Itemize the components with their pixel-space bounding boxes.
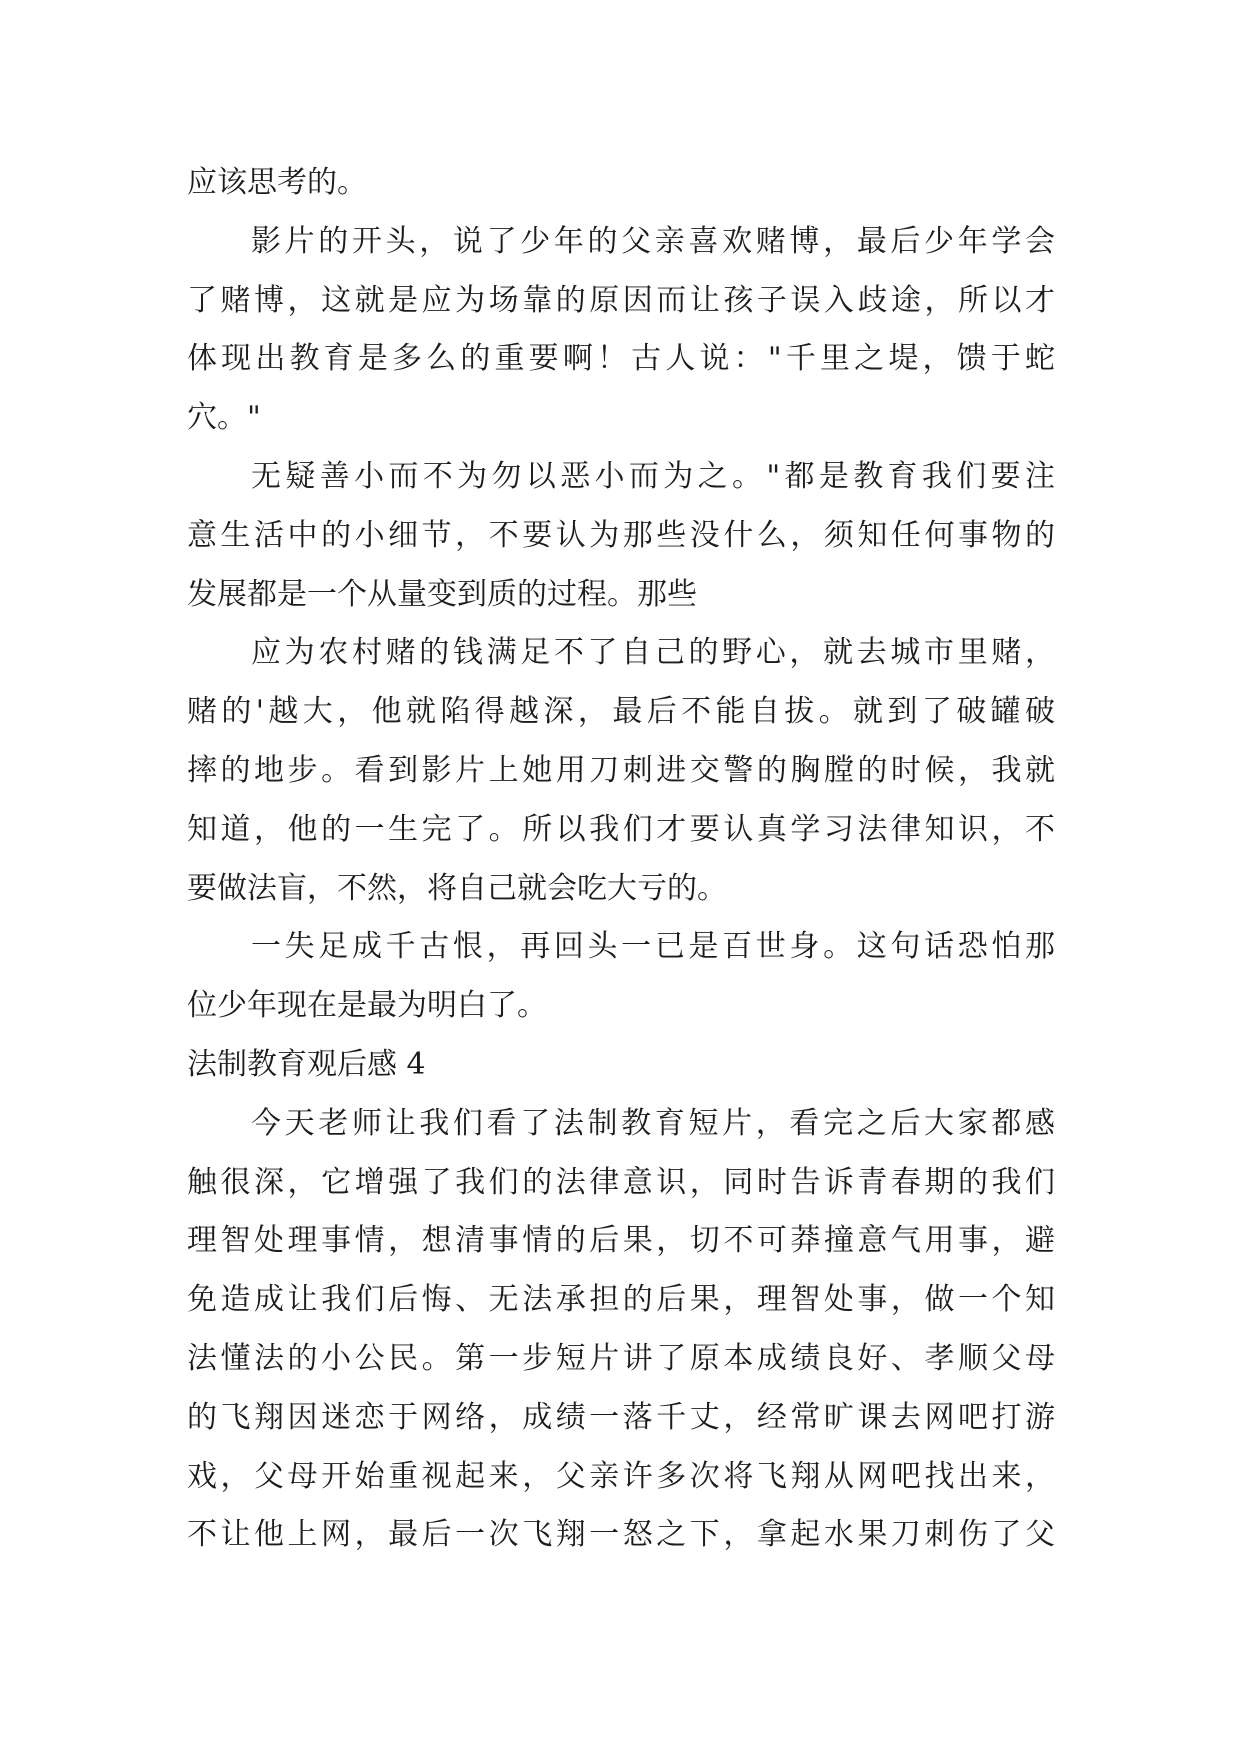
document-body (187, 154, 1055, 1565)
text-line: 戏，父母开始重视起来，父亲许多次将飞翔从网吧找出来， (187, 1458, 1055, 1494)
text-line: 不让他上网，最后一次飞翔一怒之下，拿起水果刀刺伤了父 (187, 1517, 1055, 1553)
text-line: 要做法盲，不然，将自己就会吃大亏的。 (187, 870, 727, 906)
text-line: 理智处理事情，想清事情的后果，切不可莽撞意气用事，避 (187, 1223, 1055, 1259)
text-line: 位少年现在是最为明白了。 (187, 988, 547, 1024)
text-line: 意生活中的小细节，不要认为那些没什么，须知任何事物的 (187, 517, 1055, 553)
text-line: 触很深，它增强了我们的法律意识，同时告诉青春期的我们 (187, 1164, 1055, 1200)
text-line: 穴。" (187, 400, 261, 436)
text-line: 影片的开头，说了少年的父亲喜欢赌博，最后少年学会 (251, 223, 1055, 259)
text-line: 应该思考的。 (187, 165, 367, 200)
text-line: 了赌博，这就是应为场靠的原因而让孩子误入歧途，所以才 (187, 282, 1055, 318)
text-line: 赌的'越大，他就陷得越深，最后不能自拔。就到了破罐破 (187, 694, 1055, 730)
text-line: 法懂法的小公民。第一步短片讲了原本成绩良好、孝顺父母 (187, 1340, 1055, 1376)
text-line: 应为农村赌的钱满足不了自己的野心，就去城市里赌， (251, 635, 1055, 671)
text-line: 无疑善小而不为勿以恶小而为之。"都是教育我们要注 (251, 458, 1055, 494)
text-line: 一失足成千古恨，再回头一已是百世身。这句话恐怕那 (251, 929, 1055, 965)
text-line: 的飞翔因迷恋于网络，成绩一落千丈，经常旷课去网吧打游 (187, 1399, 1055, 1435)
text-line: 知道，他的一生完了。所以我们才要认真学习法律知识，不 (187, 811, 1055, 847)
text-line: 体现出教育是多么的重要啊！古人说："千里之堤，馈于蛇 (187, 341, 1055, 377)
text-line: 今天老师让我们看了法制教育短片，看完之后大家都感 (251, 1105, 1055, 1141)
text-line: 摔的地步。看到影片上她用刀刺进交警的胸膛的时候，我就 (187, 752, 1055, 788)
text-line: 发展都是一个从量变到质的过程。那些 (187, 576, 697, 612)
section-heading: 法制教育观后感 4 (187, 1046, 426, 1082)
text-line: 免造成让我们后悔、无法承担的后果，理智处事，做一个知 (187, 1282, 1055, 1318)
